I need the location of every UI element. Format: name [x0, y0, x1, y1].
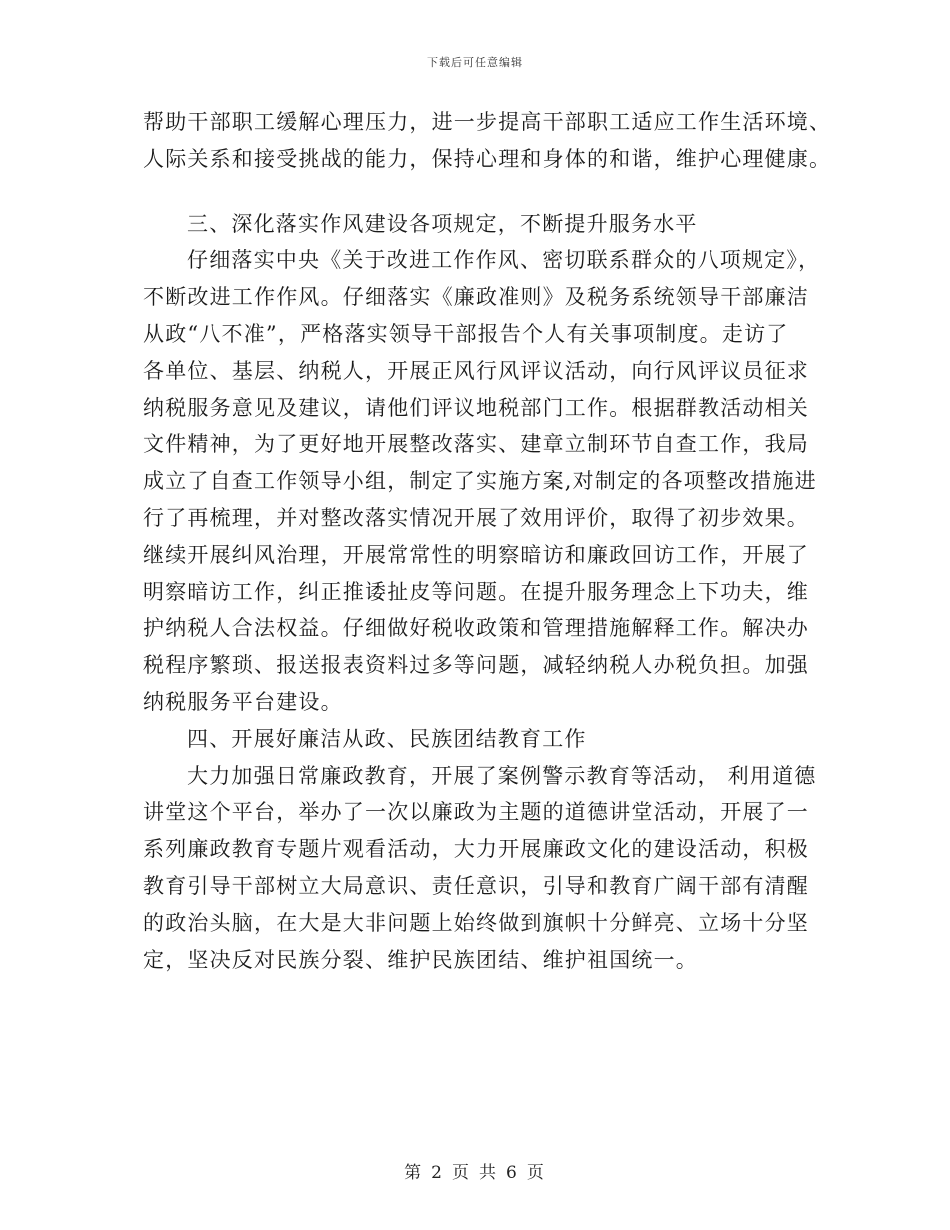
text-line: 定，坚决反对民族分裂、维护民族团结、维护祖国统一。 — [143, 947, 698, 972]
paragraph-top — [143, 104, 832, 178]
text-line: 系列廉政教育专题片观看活动，大力开展廉政文化的建设活动，积极 — [143, 837, 809, 862]
text-line: 行了再梳理，并对整改落实情况开展了效用评价，取得了初步效果。 — [143, 505, 809, 530]
text-line: 大力加强日常廉政教育，开展了案例警示教育等活动， 利用道德 — [187, 763, 817, 788]
text-line: 成立了自查工作领导小组，制定了实施方案,对制定的各项整改措施进 — [143, 469, 817, 494]
text-line: 继续开展纠风治理，开展常常性的明察暗访和廉政回访工作，开展了 — [143, 542, 809, 567]
page-footer — [0, 1158, 950, 1183]
text-line: 仔细落实中央《关于改进工作作风、密切联系群众的八项规定》， — [187, 248, 821, 273]
page-current: 2 — [431, 1163, 444, 1183]
text-line: 各单位、基层、纳税人，开展正风行风评议活动，向行风评议员征求 — [143, 358, 809, 383]
section-heading: 四、开展好廉洁从政、民族团结教育工作 — [187, 726, 587, 751]
text-line: 护纳税人合法权益。仔细做好税收政策和管理措施解释工作。解决办 — [143, 616, 809, 641]
section-3 — [143, 206, 821, 721]
footer-label-gong: 共 — [479, 1163, 498, 1183]
paragraph-gap — [143, 178, 808, 206]
text-line: 从政“八不准”，严格落实领导干部报告个人有关事项制度。走访了 — [143, 321, 789, 346]
page-total: 6 — [506, 1163, 519, 1183]
footer-label-ye: 页 — [452, 1163, 471, 1183]
text-line: 税程序繁琐、报送报表资料过多等问题，减轻纳税人办税负担。加强 — [143, 653, 809, 678]
section-heading: 三、深化落实作风建设各项规定，不断提升服务水平 — [187, 211, 698, 236]
footer-label-ye2: 页 — [526, 1163, 546, 1183]
text-line: 不断改进工作作风。仔细落实《廉政准则》及税务系统领导干部廉洁 — [143, 285, 809, 310]
text-line: 帮助干部职工缓解心理压力，进一步提高干部职工适应工作生活环境、 — [143, 110, 832, 134]
text-line: 教育引导干部树立大局意识、责任意识，引导和教育广阔干部有清醒 — [143, 873, 809, 898]
text-line: 文件精神，为了更好地开展整改落实、建章立制环节自查工作，我局 — [143, 432, 809, 457]
text-line: 纳税服务意见及建议，请他们评议地税部门工作。根据群教活动相关 — [143, 395, 809, 420]
footer-label-di: 第 — [404, 1163, 424, 1183]
text-line: 的政治头脑，在大是大非问题上始终做到旗帜十分鲜亮、立场十分坚 — [143, 910, 809, 935]
page-header: 下载后可任意编辑 — [427, 56, 523, 69]
text-line: 纳税服务平台建设。 — [143, 689, 343, 714]
text-line: 人际关系和接受挑战的能力，保持心理和身体的和谐，维护心理健康。 — [143, 146, 832, 171]
section-4 — [143, 721, 817, 979]
document-body — [143, 104, 832, 978]
text-line: 讲堂这个平台，举办了一次以廉政为主题的道德讲堂活动，开展了一 — [143, 800, 809, 825]
text-line: 明察暗访工作，纠正推诿扯皮等问题。在提升服务理念上下功夫，维 — [143, 579, 809, 604]
